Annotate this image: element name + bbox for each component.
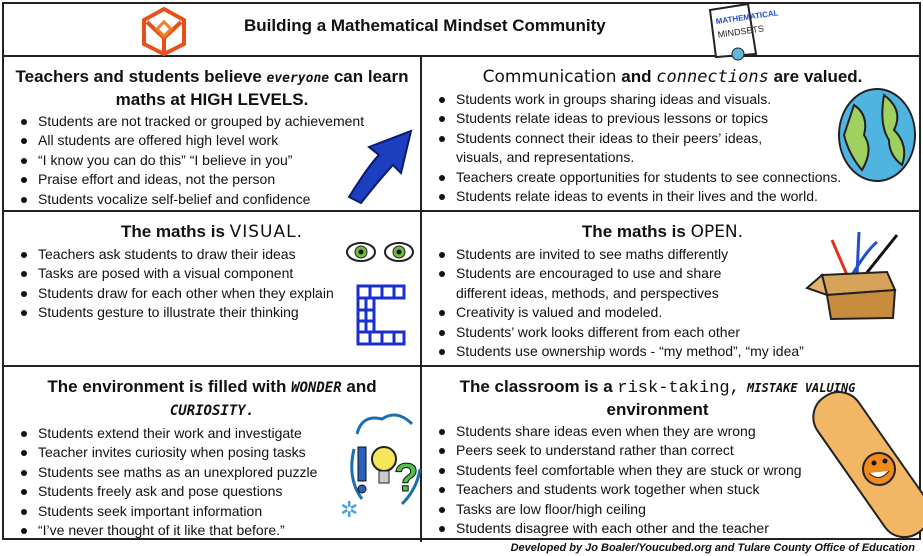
list-item: All students are offered high level work (18, 131, 420, 150)
list-item: Tasks are posed with a visual component (18, 264, 420, 283)
globe-icon (834, 85, 920, 185)
list-item: Students freely ask and pose questions (18, 482, 420, 501)
list-item: Students feel comfortable when they are stuck or wrong (436, 461, 923, 480)
list-item: Students relate ideas to events in their lives and the world. (436, 187, 923, 206)
section-risk-taking (422, 367, 923, 542)
row-2 (4, 212, 919, 367)
svg-text:MATHEMATICAL: MATHEMATICAL (715, 8, 780, 27)
list-item: “I know you can do this” “I believe in you” (18, 151, 420, 170)
list-item: Praise effort and ideas, not the person (18, 170, 420, 189)
list-item: Teachers and students work together when stuck (436, 480, 923, 499)
section-communication (422, 57, 923, 210)
list-item: Creativity is valued and modeled. (436, 303, 923, 322)
list-item: Students extend their work and investigate (18, 424, 420, 443)
list-item: Students draw for each other when they explain (18, 284, 420, 303)
youcubed-logo-icon (139, 6, 189, 56)
section-heading: The maths is VISUAL. (120, 222, 304, 242)
list-item: Students disagree with each other and the teacher (436, 519, 923, 538)
mathematical-mindsets-book-icon (706, 4, 780, 57)
list-item: Teachers ask students to draw their ideas (18, 245, 420, 264)
svg-text:?: ? (394, 456, 419, 500)
list-item: “I’ve never thought of it like that before.” (18, 521, 420, 540)
list-item-continuation: different ideas, methods, and perspectives (456, 284, 719, 301)
section-wonder (4, 367, 422, 542)
list-item-continuation: visuals, and representations. (456, 149, 635, 166)
list-item: Students connect their ideas to their peers’ ideas, (436, 129, 923, 148)
footer-credit: Developed by Jo Boaler/Youcubed.org and Tulare County Office of Education (510, 542, 915, 554)
section-open (422, 212, 923, 365)
open-box-with-arrows-icon (807, 220, 912, 320)
header (4, 4, 919, 57)
list-item: Students are encouraged to use and share (436, 264, 923, 283)
list-item: Students see maths as an unexplored puzzle (18, 463, 420, 482)
grid-blocks-icon (356, 284, 406, 346)
poster-frame (2, 2, 921, 540)
list-item: Students seek important information (18, 502, 420, 521)
section-visual (4, 212, 422, 365)
svg-text:✲: ✲ (340, 497, 359, 522)
list-item: Students share ideas even when they are wrong (436, 422, 923, 441)
list-item: Students relate ideas to previous lessons or topics (436, 109, 923, 128)
list-item: Teacher invites curiosity when posing tasks (18, 443, 420, 462)
section-high-levels (4, 57, 422, 210)
blue-arrow-icon (339, 125, 419, 205)
list-item: Peers seek to understand rather than correct (436, 441, 923, 460)
thought-cloud-lightbulb-icon (340, 409, 422, 522)
list-item: Students use ownership words - “my method”, “my idea” (436, 342, 923, 361)
bandage-smiley-icon (817, 387, 923, 542)
list-item: Tasks are low floor/high ceiling (436, 500, 923, 519)
list-item: Students gesture to illustrate their thinking (18, 303, 420, 322)
list-item: Students are invited to see maths differently (436, 245, 923, 264)
list-item: Teachers create opportunities for students to see connections. (436, 168, 923, 187)
page-title: Building a Mathematical Mindset Community (244, 16, 606, 35)
section-heading: The maths is OPEN. (581, 222, 744, 242)
list-item: Students work in groups sharing ideas and visuals. (436, 90, 923, 109)
svg-text:MINDSETS: MINDSETS (717, 23, 765, 40)
section-heading: The environment is filled with WONDER and CURIOSITY. (47, 377, 377, 419)
list-item: Students vocalize self-belief and confidence (18, 190, 420, 209)
section-heading: Teachers and students believe everyone can learn maths at HIGH LEVELS. (15, 67, 409, 109)
list-item: Students’ work looks different from each other (436, 323, 923, 342)
row-1 (4, 57, 919, 212)
list-item: Students are not tracked or grouped by achievement (18, 112, 420, 131)
row-3 (4, 367, 919, 542)
section-heading: The classroom is a risk-taking, MISTAKE VALUING environment (459, 377, 856, 419)
section-heading: Communication and connections are valued. (482, 67, 863, 87)
